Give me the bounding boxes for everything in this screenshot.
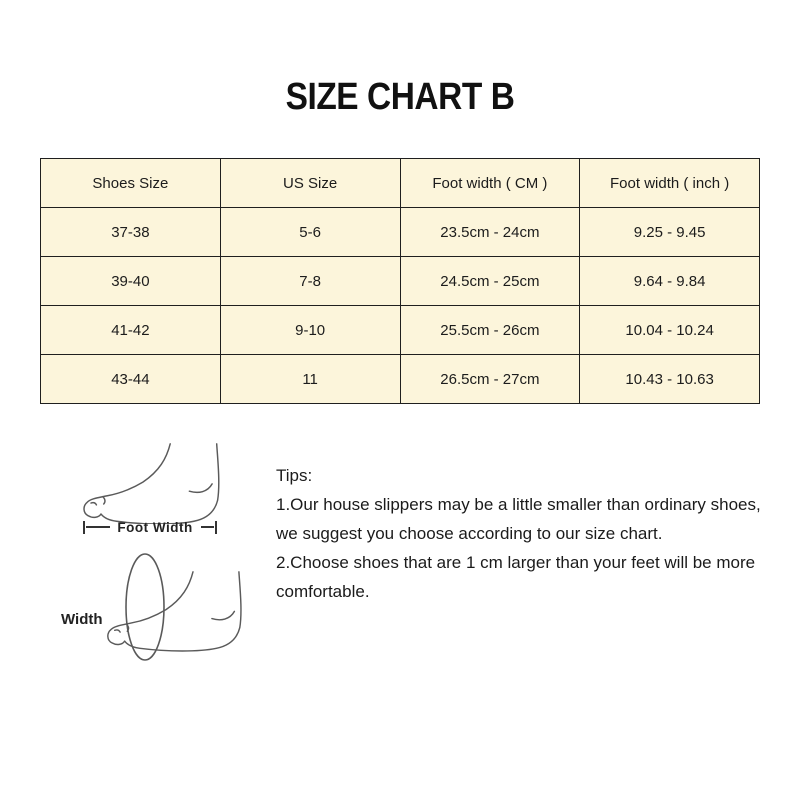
table-cell: 39-40 <box>41 257 221 306</box>
width-label: Width <box>61 611 103 628</box>
table-row <box>41 208 760 257</box>
table-cell: 37-38 <box>41 208 221 257</box>
table-row <box>41 257 760 306</box>
column-header-us-size: US Size <box>220 159 400 208</box>
table-cell: 41-42 <box>41 306 221 355</box>
table-cell: 10.43 - 10.63 <box>580 355 760 404</box>
column-header-foot-width-inch: Foot width ( inch ) <box>580 159 760 208</box>
foot-width-measure-line <box>83 519 217 535</box>
table-cell: 5-6 <box>220 208 400 257</box>
table-cell: 9.25 - 9.45 <box>580 208 760 257</box>
measure-left-tick <box>83 521 85 534</box>
table-cell: 9.64 - 9.84 <box>580 257 760 306</box>
table-cell: 11 <box>220 355 400 404</box>
foot-width-label: Foot Width <box>117 519 193 535</box>
tips-line-1: 1.Our house slippers may be a little smaller than ordinary shoes, we suggest you choose according to our size chart. <box>276 495 761 543</box>
tips-heading: Tips: <box>276 466 313 485</box>
size-table <box>40 158 760 404</box>
table-row <box>41 355 760 404</box>
tips-section <box>276 461 776 606</box>
column-header-shoes-size: Shoes Size <box>41 159 221 208</box>
table-header-row <box>41 159 760 208</box>
foot-girth-icon <box>100 550 250 665</box>
table-row <box>41 306 760 355</box>
foot-profile-icon <box>76 442 228 524</box>
column-header-foot-width-cm: Foot width ( CM ) <box>400 159 580 208</box>
table-cell: 24.5cm - 25cm <box>400 257 580 306</box>
page-title: SIZE CHART B <box>285 76 515 118</box>
girth-ellipse <box>126 554 164 660</box>
tips-line-2: 2.Choose shoes that are 1 cm larger than your feet will be more comfortable. <box>276 553 756 601</box>
table-cell: 9-10 <box>220 306 400 355</box>
measure-right-tick <box>215 521 217 534</box>
table-cell: 43-44 <box>41 355 221 404</box>
table-cell: 7-8 <box>220 257 400 306</box>
table-cell: 26.5cm - 27cm <box>400 355 580 404</box>
table-cell: 23.5cm - 24cm <box>400 208 580 257</box>
measure-right-segment <box>201 526 215 528</box>
table-cell: 10.04 - 10.24 <box>580 306 760 355</box>
measure-left-segment <box>86 526 111 528</box>
table-cell: 25.5cm - 26cm <box>400 306 580 355</box>
